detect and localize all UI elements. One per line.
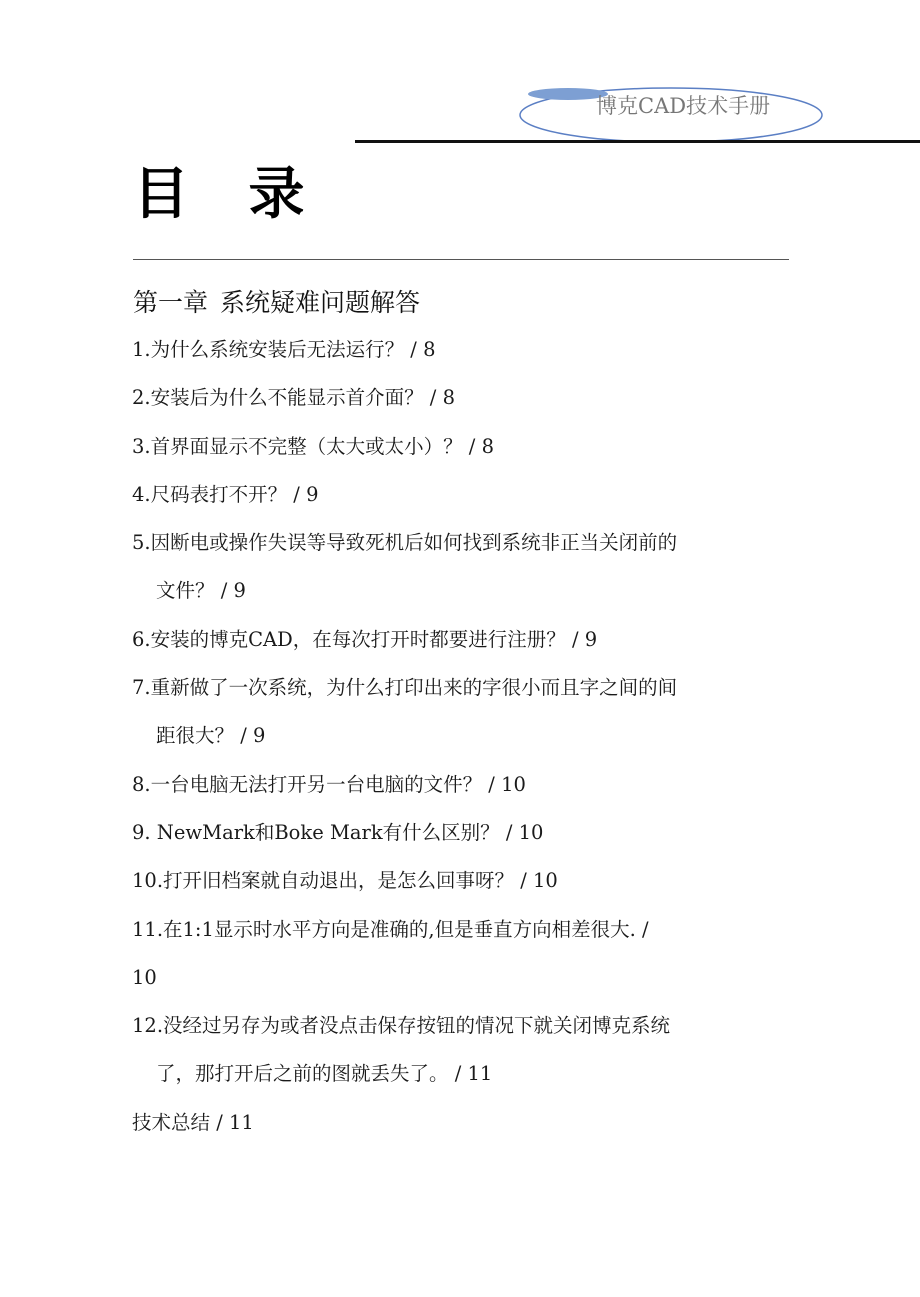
toc-entry-continuation: 了，那打开后之前的图就丢失了。 / 11	[156, 1062, 493, 1086]
toc-entry-text: 技术总结 / 11	[132, 1110, 254, 1134]
toc-entries	[132, 326, 792, 1147]
toc-entry-text: 5.因断电或操作失误等导致死机后如何找到系统非正当关闭前的	[132, 531, 678, 555]
manual-title: 博克CAD技术手册	[596, 94, 771, 118]
toc-entry[interactable]	[132, 1002, 792, 1099]
toc-entry-text: 3.首界面显示不完整（太大或太小）？ / 8	[132, 434, 494, 458]
toc-entry-continuation: 10	[132, 965, 157, 989]
title-divider	[133, 259, 789, 260]
toc-entry-text: 1.为什么系统安装后无法运行？ / 8	[132, 338, 436, 361]
toc-entry[interactable]	[132, 326, 792, 374]
toc-entry[interactable]	[132, 906, 792, 1003]
toc-entry[interactable]	[132, 809, 792, 857]
toc-entry[interactable]	[132, 1099, 792, 1147]
toc-entry[interactable]	[132, 761, 792, 809]
toc-entry-text: 9. NewMark和Boke Mark有什么区别？ / 10	[132, 820, 544, 844]
chapter-name: 系统疑难问题解答	[220, 288, 421, 317]
toc-entry-text: 12.没经过另存为或者没点击保存按钮的情况下就关闭博克系统	[132, 1014, 671, 1038]
toc-entry-text: 6.安装的博克CAD，在每次打开时都要进行注册？ / 9	[132, 627, 598, 651]
toc-entry-text: 10.打开旧档案就自动退出，是怎么回事呀？ / 10	[132, 869, 558, 893]
toc-entry[interactable]	[132, 616, 792, 664]
toc-entry-text: 11.在1:1显示时水平方向是准确的,但是垂直方向相差很大. /	[132, 917, 649, 941]
toc-entry-text: 8.一台电脑无法打开另一台电脑的文件？ / 10	[132, 772, 526, 796]
toc-title: 目 录	[133, 162, 325, 227]
toc-entry[interactable]	[132, 374, 792, 422]
header-logo	[518, 84, 824, 144]
toc-entry[interactable]	[132, 519, 792, 616]
chapter-heading	[133, 283, 420, 319]
toc-entry[interactable]	[132, 857, 792, 905]
toc-entry[interactable]	[132, 423, 792, 471]
toc-entry[interactable]	[132, 664, 792, 761]
header-rule	[355, 140, 920, 143]
toc-entry-text: 7.重新做了一次系统，为什么打印出来的字很小而且字之间的间	[132, 676, 678, 700]
toc-entry[interactable]	[132, 471, 792, 519]
toc-entry-text: 2.安装后为什么不能显示首介面？ / 8	[132, 386, 455, 410]
toc-entry-continuation: 距很大？ / 9	[156, 724, 266, 748]
toc-entry-text: 4.尺码表打不开？ / 9	[132, 482, 319, 506]
toc-entry-continuation: 文件？ / 9	[156, 579, 246, 603]
chapter-number: 第一章	[133, 288, 209, 317]
